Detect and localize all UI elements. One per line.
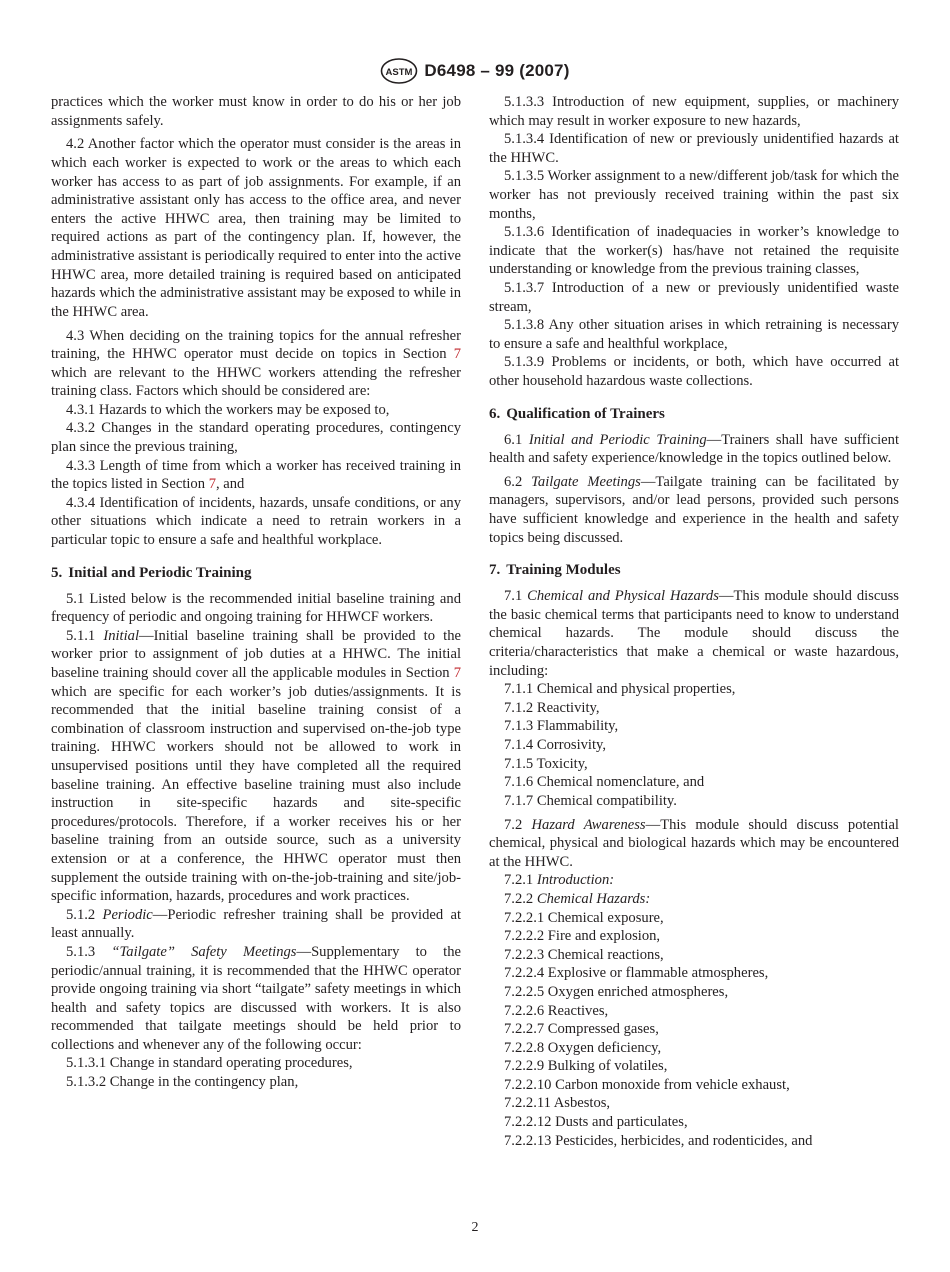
list-item: 7.1.4 Corrosivity, — [504, 737, 607, 753]
section-7-link[interactable]: 7 — [453, 346, 462, 363]
list-item: 7.2.2.5 Oxygen enriched atmospheres, — [504, 983, 729, 1000]
section-5-heading: 5. Initial and Periodic Training — [51, 564, 252, 581]
list-item: 7.2.2.2 Fire and explosion, — [504, 928, 661, 945]
paragraph-6-1: 6.1 Initial and Periodic Training—Trainers shall have sufficient health and safety experience/knowledge in the topics outlined below. — [489, 431, 900, 467]
paragraph-continuation: practices which the worker must know in order to do his or her job assignments safely. — [51, 94, 461, 129]
paragraph-5-1-3: 5.1.3 “Tailgate” Safety Meetings—Supplementary to the periodic/annual training, it is recommended that the HHWC operator provide ongoing training via short “tailgate” safety meetings in which health and safety topics are discussed with workers. It is also recommended that tailgate meetings should be held prior to collections and whenever any of the following occur: — [51, 943, 461, 1053]
paragraph-5-1-3-8: 5.1.3.8 Any other situation arises in which retraining is necessary to ensure a safe and healthful workplace, — [489, 317, 899, 352]
paragraph-5-1-3-7: 5.1.3.7 Introduction of a new or previously unidentified waste stream, — [489, 279, 899, 315]
list-item: 7.2.2.3 Chemical reactions, — [504, 946, 664, 963]
astm-logo-icon — [380, 58, 418, 84]
astm-logo-text: ASTM — [385, 66, 413, 78]
paragraph-4-3: 4.3 When deciding on the training topics for the annual refresher training, the HHWC operator must decide on topics in Section 7 which are relevant to the HHWC workers attending the refresher training class. Factors which should be considered are: — [51, 327, 462, 400]
page-number: 2 — [471, 1220, 479, 1235]
list-item: 7.1.1 Chemical and physical properties, — [504, 681, 736, 698]
section-7-heading: 7. Training Modules — [489, 562, 621, 579]
list-item: 7.2.2.8 Oxygen deficiency, — [504, 1039, 662, 1056]
paragraph-5-1: 5.1 Listed below is the recommended initial baseline training and frequency of periodic and ongoing training for HHWCF workers. — [51, 590, 461, 626]
paragraph-4-3-2: 4.3.2 Changes in the standard operating procedures, contingency plan since the previous training, — [51, 420, 461, 456]
left-column — [51, 93, 461, 1092]
paragraph-7-2-1: 7.2.1 Introduction: — [504, 872, 615, 889]
section-7-link[interactable]: 7 — [208, 476, 216, 493]
list-item: 7.1.3 Flammability, — [504, 718, 619, 735]
page-header — [0, 56, 950, 86]
paragraph-4-2: 4.2 Another factor which the operator must consider is the areas in which each worker is expected to work or the areas to which each worker has access to as part of job assignments. For example, if an administrative assistant only has access to the office area, and never enters the active HHWC area, then training may be limited to required actions as part of the contingency plan. If, however, the administrative assistant is periodically required to enter into the active HHWC area, more detailed training is required based on anticipated hazards which the administrative assistant may be exposed to while in the HHWC area. — [51, 136, 461, 320]
paragraph-7-2: 7.2 Hazard Awareness—This module should discuss potential chemical, physical and biological hazards which may be encountered at the HHWC. — [489, 816, 899, 870]
paragraph-5-1-3-4: 5.1.3.4 Identification of new or previously unidentified hazards at the HHWC. — [489, 131, 899, 166]
section-7-link[interactable]: 7 — [453, 665, 461, 681]
paragraph-7-2-2: 7.2.2 Chemical Hazards: — [504, 890, 651, 907]
paragraph-7-1: 7.1 Chemical and Physical Hazards—This module should discuss the basic chemical terms that participants need to know to understand chemical hazards. The module should discuss the criteria/characteristics that make a chemical or waste hazardous, including: — [489, 588, 899, 679]
paragraph-4-3-4: 4.3.4 Identification of incidents, hazards, unsafe conditions, or any other situations which indicate a need to retrain workers in a particular topic to ensure a safe and healthful workplace. — [51, 494, 461, 549]
list-item: 7.1.5 Toxicity, — [504, 755, 588, 772]
paragraph-5-1-3-1: 5.1.3.1 Change in standard operating procedures, — [66, 1055, 353, 1072]
list-item: 7.2.2.4 Explosive or flammable atmospheres, — [504, 965, 769, 982]
list-item: 7.2.2.10 Carbon monoxide from vehicle exhaust, — [504, 1076, 790, 1093]
list-item: 7.1.6 Chemical nomenclature, and — [504, 774, 705, 791]
list-item: 7.2.2.1 Chemical exposure, — [504, 909, 664, 926]
list-item: 7.2.2.11 Asbestos, — [504, 1095, 611, 1112]
paragraph-5-1-1: 5.1.1 Initial—Initial baseline training shall be provided to the worker prior to assignment of job duties at a HHWC. The initial baseline training should cover all the applicable modules in Section 7 which are specific for each worker’s job duties/assignments. It is recommended that the initial baseline training consist of a combination of classroom instruction and supervised on-the-job type training. HHWC workers should not be allowed to work in unsupervised positions until they have completed all the required baseline training. An effective baseline training must also include instruction in site-specific hazards and site-specific procedures/protocols. Therefore, if a worker receives his or her baseline training from an outside source, such as a university extension or at a conference, the HHWC operator must then supplement the outside training with on-the-job-training and site/job-specific information, hazards, procedures and work practices. — [51, 627, 461, 905]
list-item: 7.2.2.9 Bulking of volatiles, — [504, 1058, 668, 1075]
list-item: 7.2.2.6 Reactives, — [504, 1002, 609, 1019]
list-7-2-2 — [489, 909, 899, 1151]
paragraph-5-1-3-6: 5.1.3.6 Identification of inadequacies in worker’s knowledge to indicate that the worker(s) has/have not retained the requisite understanding or knowledge from the previous training classes, — [489, 224, 899, 278]
paragraph-5-1-2: 5.1.2 Periodic—Periodic refresher training shall be provided at least annually. — [51, 906, 461, 942]
paragraph-5-1-3-5: 5.1.3.5 Worker assignment to a new/different job/task for which the worker has not previously received training within the past six months, — [489, 168, 899, 222]
paragraph-5-1-3-2: 5.1.3.2 Change in the contingency plan, — [66, 1074, 299, 1091]
paragraph-5-1-3-3: 5.1.3.3 Introduction of new equipment, supplies, or machinery which may result in worker exposure to new hazards, — [489, 94, 899, 129]
paragraph-5-1-3-9: 5.1.3.9 Problems or incidents, or both, which have occurred at other household hazardous waste collections. — [489, 354, 899, 389]
section-6-heading: 6. Qualification of Trainers — [489, 405, 665, 422]
list-item: 7.1.2 Reactivity, — [504, 699, 600, 716]
document-designation: D6498 – 99 (2007) — [424, 61, 570, 80]
list-item: 7.2.2.13 Pesticides, herbicides, and rodenticides, and — [504, 1132, 813, 1149]
list-item: 7.1.7 Chemical compatibility. — [504, 792, 677, 809]
list-item: 7.2.2.12 Dusts and particulates, — [504, 1114, 688, 1131]
paragraph-6-2: 6.2 Tailgate Meetings—Tailgate training can be facilitated by managers, supervisors, and/or lead persons, provided such persons have sufficient knowledge and experience in the health and safety topics being discussed. — [489, 473, 899, 546]
paragraph-4-3-1: 4.3.1 Hazards to which the workers may be exposed to, — [66, 401, 390, 418]
list-item: 7.2.2.7 Compressed gases, — [504, 1021, 659, 1038]
paragraph-4-3-3: 4.3.3 Length of time from which a worker has received training in the topics listed in Section 7, and — [51, 457, 461, 493]
list-7-1 — [489, 680, 899, 810]
right-column — [489, 93, 899, 1150]
